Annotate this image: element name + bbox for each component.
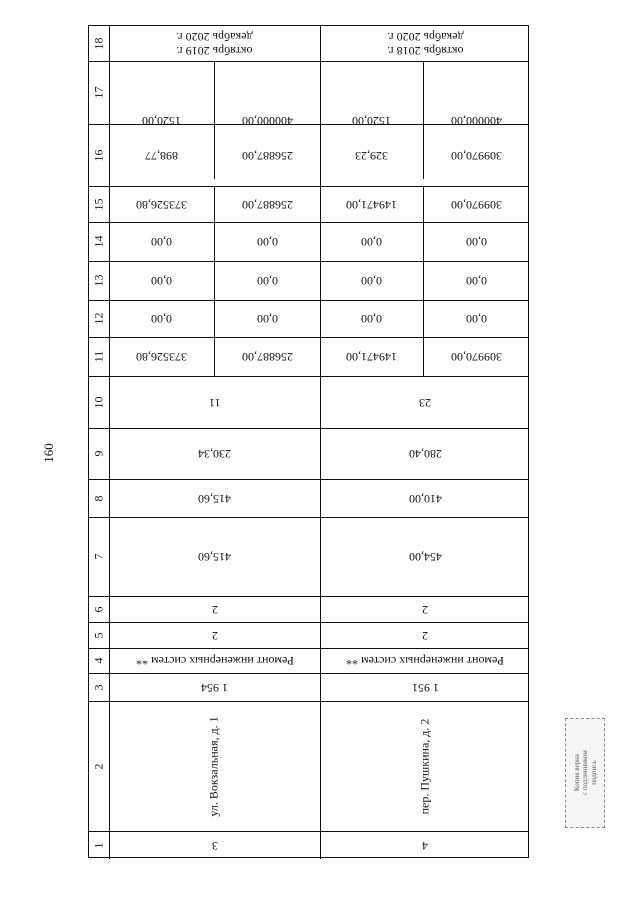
year-cell: 1 954 [201, 680, 228, 695]
column-number: 6 [91, 606, 106, 612]
value-cell: 2 [211, 602, 218, 617]
value-cell: 0,00 [466, 274, 487, 288]
value-cell: 309970,00 [451, 148, 502, 163]
column-number: 3 [91, 684, 106, 690]
column-number: 7 [91, 553, 106, 560]
value-cell: 309970,00 [451, 350, 502, 364]
value-cell: 415,60 [198, 491, 231, 506]
value-cell: 2 [422, 602, 428, 617]
value-cell: 0,00 [466, 235, 487, 249]
column-number: 10 [91, 396, 106, 408]
value-cell: 2 [211, 628, 218, 643]
value-cell: 280,40 [408, 447, 442, 461]
value-cell: 11 [208, 395, 221, 410]
value-cell: 149471,00 [346, 350, 397, 364]
value-cell: 0,00 [361, 235, 382, 249]
column-number: 13 [91, 274, 106, 287]
value-cell: 0,00 [361, 312, 382, 326]
value-cell: 230,34 [198, 447, 231, 461]
work-type-cell: Ремонт инженерных систем ** [346, 654, 504, 668]
value-cell: 373526,80 [136, 197, 187, 212]
certification-stamp [565, 718, 605, 828]
column-number: 16 [91, 149, 106, 161]
value-cell: 0,00 [151, 235, 172, 249]
column-number: 12 [91, 312, 106, 325]
period-cell: октябрь 2018 г. декабрь 2020 г. [386, 29, 464, 58]
value-cell: 256887,00 [241, 148, 293, 163]
value-cell: 2 [422, 628, 428, 643]
value-cell: 23 [419, 395, 431, 410]
page-number: 160 [41, 443, 56, 463]
address-cell: пер. Пушкина, д. 2 [417, 718, 432, 814]
column-number: 8 [91, 495, 106, 501]
value-cell: 400000,00 [241, 113, 293, 128]
column-number: 1 [91, 842, 106, 848]
column-number: 15 [91, 198, 106, 210]
year-cell: 1 951 [411, 680, 439, 695]
data-table [88, 25, 529, 858]
column-number: 9 [91, 450, 106, 457]
column-number: 18 [91, 37, 106, 50]
column-number: 14 [91, 235, 106, 248]
value-cell: 329,23 [355, 148, 388, 163]
address-cell: ул. Вокзальная, д. 1 [207, 715, 221, 817]
column-number: 5 [91, 632, 106, 638]
value-cell: 415,60 [198, 550, 231, 564]
value-cell: 400000,00 [451, 113, 502, 128]
value-cell: 0,00 [256, 235, 278, 249]
value-cell: 0,00 [151, 274, 172, 288]
column-number: 2 [91, 763, 106, 769]
value-cell: 256887,00 [241, 197, 293, 212]
value-cell: 0,00 [151, 312, 172, 326]
value-cell: 454,00 [408, 550, 442, 564]
value-cell: 0,00 [466, 312, 487, 326]
value-cell: 0,00 [361, 274, 382, 288]
value-cell: 1520,00 [142, 113, 181, 128]
value-cell: 1520,00 [352, 113, 391, 128]
period-cell: октябрь 2019 г. декабрь 2020 г. [176, 29, 253, 58]
column-number: 17 [91, 86, 106, 99]
value-cell: 0,00 [256, 274, 278, 288]
work-type-cell: Ремонт инженерных систем ** [135, 654, 294, 668]
column-number: 4 [91, 657, 106, 664]
column-number: 11 [91, 350, 106, 363]
value-cell: 373526,80 [136, 350, 187, 364]
row-number-cell: 4 [422, 838, 428, 853]
row-number-cell: 3 [211, 838, 218, 853]
value-cell: 898,77 [145, 148, 178, 163]
stamp-text: Копия верна с подлинником подпись [572, 750, 598, 796]
value-cell: 309970,00 [451, 197, 502, 212]
value-cell: 410,00 [408, 491, 442, 506]
value-cell: 0,00 [256, 312, 278, 326]
value-cell: 256887,00 [241, 350, 293, 364]
value-cell: 149471,00 [346, 197, 397, 212]
